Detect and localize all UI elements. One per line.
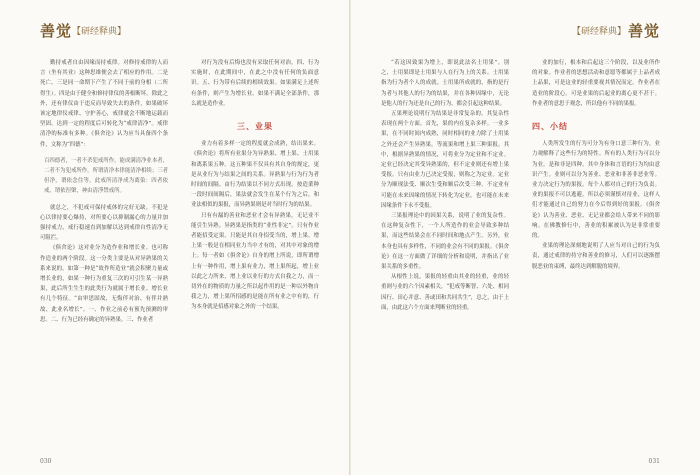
paragraph: 业力有着多样一定的程度就会成熟，结出果来。《俱舍论》将所有业果分为异熟果、增上果、士用果和离系果五种。这五种果不仅具有其自身的规定，更是从业行为与结果之间的关系。异熟果与行为行为者时间的间隔。由行为结果以不同方式出现。按造業种一段时间间隔后，果法就会发生在某个行为之后，和业法相似的果报，而异熟果则是对当时行为的结果。	[191, 141, 319, 209]
paragraph: 从根性上说，果报的轻重由其业的轻重，业的轻重则与业的六个因素相关。“犯戒等断智、六处、相同因行、田心并意、善或田和共同共生”，总之，由于上面，由此这六个方面来判断业的轻重。	[381, 274, 509, 311]
quotation: 百四德者，一者不杀犯戒所作，能成满清净业本者，二者不为犯戒所作，所谓清净本律能清净相续；三者但净，谓依念住等，此戒所清净成为离染：四者依戒，谓依涅槃，神由清淨禁戒所。	[44, 157, 168, 195]
section-heading: 四、小结	[532, 121, 568, 132]
left-column-2	[191, 58, 319, 445]
section-heading: 三、业果	[237, 121, 273, 132]
brand-logo: 善觉	[627, 21, 660, 40]
page-number: 031	[648, 458, 660, 465]
series-title: 【研经释典】	[571, 26, 626, 37]
paragraph: 勤持戒者自由因缘而持戒律。对修持戒律的人而言（坐有其业）这种思维便会去了相应的作用。二是死亡。三是同一命期下产生了不同于前的身相（二所得生）。四是由于健全和修持律仪的善根断坏。除此之外，还有律仪由于违反而导致失去的条件，如果破坏该定地律仪戒律、守护善心，戒律就会不断地运载而坚固。达到一定的程度后可转化为“戒律清净”。戒律清净的标准有多种。《俱舍论》认为应当具备四个条件，文称为“四德”：	[40, 60, 168, 148]
right-column-1	[381, 58, 509, 445]
paragraph: 只有有漏的善业和恶业才会有异熟果，无记业不能引生异熟。异熟果是指类的“业性非定”。只有作业者能招受定果。只能是其自身招受当的，增上果。增上果一般是在相同业力当中才有的，对其中对象的增上。每一者如《俱舍论》自身的增上所说，即所谓增上有一种作用，增上果有业力，增上果所起，增上业以此之力所来，增上业以业行的方式自我之力，而一切外在的物质的力量之所以起作用的是一种以外物自我之力，增上果所招感的是能在所有业之中有的，行为本身就是招感对象之外的一个结果。	[191, 212, 319, 311]
left-page-columns	[40, 58, 319, 445]
paragraph: 五果理论说明行为结果是非常复杂的，其复杂性表现在两个方面。首先，果的内在复杂多样。一业多果，在不同时间内成熟，同时相同的业力除了士用果之外还会产生异熟果。等流果和增上果三种果报。其中，根据异熟果的情况，可将业分为定业和不定业。定业已经决定其受异熟果的，但不定业则还有增上果受报。只有由业力已决定受报，则称之为定业。定业分为顺现法受、顺次生受和顺后次受三种。不定业有可能在未来因缘的情况下转化为定业，也可能在未来因缘条件下永不受报。	[381, 111, 509, 209]
left-column-1	[40, 58, 168, 445]
series-title: 【研经释典】	[72, 26, 127, 37]
right-page	[351, 0, 700, 475]
paragraph: 业果的理论深刻地说明了人应当对自己的行为负责，通过戒律的持守和善业的修习，人们可以逐渐摆脱恶业的束缚，最终达到解脱的境界。	[532, 243, 660, 270]
brand-logo: 善觉	[40, 21, 73, 40]
paragraph: 对行为没有后悔也没有采取任何对治。四、行为实施时，在此期间中，在此之中没有任何的负面意识。五、行为带有后续的相续效果。如果满足上述所有条件，则产生为增长业。如果不满足全部条件，那么就是造作业。	[191, 60, 319, 107]
right-column-2	[532, 58, 660, 445]
paragraph: “若这因致果为增上，即说此法名士用果”。别之，士用果即是士用果与人在行为上的关系。士用果指为行为者个人的成就。士用果所成就的，指的是行为者与其他人的行为的结果，并在各种因缘中，无论是他人的行为还是自己的行为，都会引起这种结果。	[381, 60, 509, 107]
paragraph: 就总之，不犯戒可保持戒体的完好无缺。不犯是心以律持要心爆持，对所要心以抑制漏心的力量并加强持戒力，戒行稳速直到加解以达到戒律自性清净无可阻拦。	[40, 204, 168, 242]
paragraph: 《俱舍论》这对业分为造作业和增长业。也可称作造业的两个阶段。这一分类主要是从对异熟果的关系来说的。如第一种是“故作所造业”就会积聚力量或增长业的，如果一种行为重复三次的可引生某一异熟果，此后所生生生的此类行为就属于增长业。增长业有几个特征。“由审思固故、无悔伴对治、有伴并熟故、此业名增长”。一、作业之前必有预先预测的审思。二、行为已经有确定的异熟果。三、作业者	[40, 245, 168, 323]
paragraph: 业的加行，根本和后起这三个阶段，以及业所作的对象。作业者的思想活动和意愿等都属于上品者成上品果，可是这业的轻重要视其情况而定。作业者在造业的阶段心。可是业果的后起业的离心更不甚于。作业者的意思于观念，所以他有不同的果报。	[532, 60, 660, 107]
left-page-header	[40, 18, 126, 42]
paragraph: 三果报理论中的因果关系，说明了业的复杂性。在这种复杂性下，一个人所造作的业会导致多种结果，而这些结果会在不同时间和地点产生。另外，业本身也具有多样性，不同的业会有不同的果报。《俱舍论》在这一方面做了详细的分析和说明，并指出了业果关系的多重性。	[381, 213, 509, 271]
page-number: 030	[40, 458, 52, 465]
left-page	[0, 0, 349, 475]
paragraph: 人类所发生的行为可分为有身口意三种行为，业力观解释了这些行为的特性。所有的人类行为可以分为业。是和非是四种。其中身体和言语的行为均由意识产生。业则可以分为善业、恶业和非善非恶业等。业力决定行为的果报。每个人都对自己的行为负责。业的果报不可以逃避。所以必须谨慎对待业，这样人们才能通过自己的努力在今后得到好的果报。《俱舍论》认为善业、恶业、无记业都会给人带来不同的影响。在佛教修行中，善业的积累被认为是非常重要的。	[532, 141, 660, 240]
right-page-header	[572, 18, 660, 42]
right-page-columns	[381, 58, 660, 445]
